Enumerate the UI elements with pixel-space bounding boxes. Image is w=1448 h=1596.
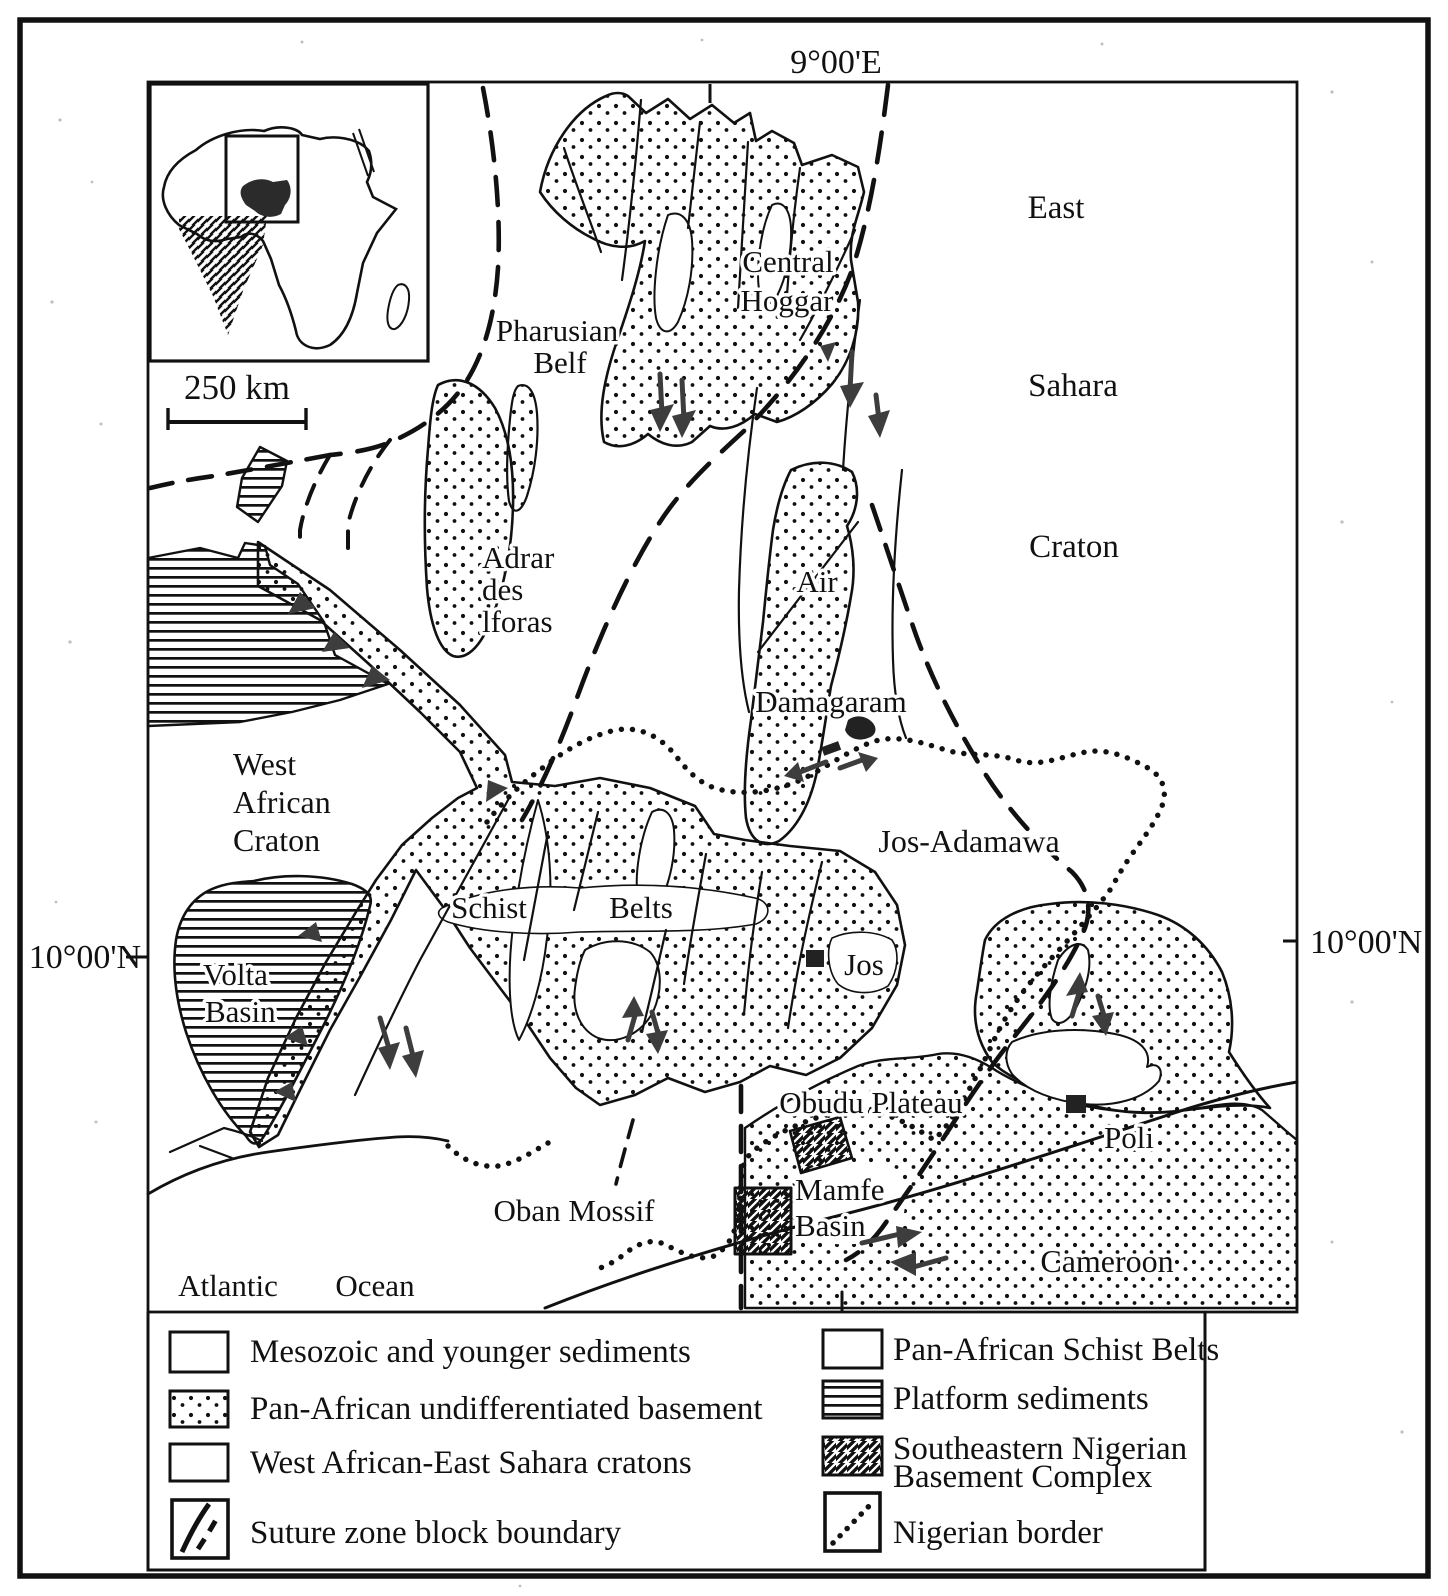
label-east: East bbox=[1027, 190, 1085, 226]
legend-label-platform: Platform sediments bbox=[893, 1381, 1149, 1417]
legend-label-border: Nigerian border bbox=[893, 1515, 1103, 1551]
label-sahara: Sahara bbox=[1028, 368, 1118, 404]
label-cameroon: Cameroon bbox=[1040, 1243, 1174, 1279]
label-parallel-right: 10°00'N bbox=[1310, 924, 1423, 961]
label-damagaram: Damagaram bbox=[755, 684, 907, 719]
label-iforas: lforas bbox=[482, 604, 553, 639]
label-west: West bbox=[233, 746, 297, 782]
label-volta: Volta bbox=[203, 957, 268, 992]
label-des: des bbox=[482, 572, 524, 607]
dotted-coast-segment bbox=[448, 1143, 548, 1166]
label-meridian-top: 9°00'E bbox=[790, 44, 882, 81]
label-atlantic: Atlantic bbox=[178, 1268, 278, 1303]
label-craton-right: Craton bbox=[1029, 529, 1119, 565]
legend bbox=[148, 1312, 1219, 1570]
legend-label-suture: Suture zone block boundary bbox=[250, 1515, 622, 1551]
label-hoggar: Hoggar bbox=[740, 283, 834, 318]
label-schist: Schist bbox=[451, 890, 527, 925]
legend-label-schist-belts: Pan-African Schist Belts bbox=[893, 1332, 1220, 1368]
platform-sediments-sliver bbox=[237, 447, 287, 522]
suture-arc-b bbox=[348, 440, 390, 548]
legend-label-basement: Pan-African undifferentiated basement bbox=[250, 1391, 763, 1427]
oban-mossif-block bbox=[735, 1188, 791, 1254]
legend-label-se-basement-2: Basement Complex bbox=[893, 1459, 1153, 1495]
label-oban-mossif: Oban Mossif bbox=[493, 1193, 655, 1228]
shear-pair-volta-margin bbox=[378, 1018, 424, 1078]
label-craton-west: Craton bbox=[233, 822, 321, 858]
suture-arc-a bbox=[300, 455, 330, 550]
scale-bar bbox=[168, 408, 306, 430]
atlantic-coastline bbox=[148, 1137, 448, 1194]
legend-label-cratons: West African-East Sahara cratons bbox=[250, 1445, 692, 1481]
label-belts: Belts bbox=[609, 890, 673, 925]
air-basement-region bbox=[745, 463, 857, 844]
legend-swatch-schist-belts bbox=[823, 1330, 882, 1368]
legend-swatch-basement bbox=[170, 1391, 228, 1427]
scale-bar-label: 250 km bbox=[184, 368, 290, 407]
label-ocean: Ocean bbox=[335, 1268, 415, 1303]
legend-swatch-border bbox=[825, 1493, 880, 1551]
label-poli: Poli bbox=[1104, 1120, 1154, 1155]
label-volta-basin: Basin bbox=[205, 994, 276, 1029]
label-obudu-plateau: Obudu Plateau bbox=[779, 1085, 963, 1120]
label-jos-adamawa: Jos-Adamawa bbox=[878, 823, 1060, 859]
legend-swatch-platform bbox=[823, 1381, 882, 1418]
label-jos: Jos bbox=[844, 947, 884, 982]
africa-inset-map bbox=[150, 84, 428, 361]
legend-swatch-mesozoic bbox=[170, 1332, 228, 1372]
label-mamfe: Mamfe bbox=[795, 1172, 885, 1207]
adrar-sliver-region bbox=[507, 385, 537, 511]
legend-label-mesozoic: Mesozoic and younger sediments bbox=[250, 1334, 691, 1370]
label-african: African bbox=[233, 784, 331, 820]
legend-swatch-cratons bbox=[170, 1444, 228, 1481]
label-adrar: Adrar bbox=[482, 540, 555, 575]
jos-city-marker-icon bbox=[806, 950, 824, 967]
label-pharusian: Pharusian bbox=[495, 313, 619, 348]
label-air: Air bbox=[796, 564, 838, 599]
label-central: Central bbox=[742, 244, 834, 279]
legend-swatch-se-basement bbox=[823, 1437, 882, 1475]
label-mamfe-basin: Basin bbox=[795, 1208, 866, 1243]
poli-city-marker-icon bbox=[1066, 1095, 1086, 1113]
suture-short-west-of-oban bbox=[616, 1120, 633, 1184]
label-parallel-left: 10°00'N bbox=[28, 939, 141, 976]
legend-swatch-suture bbox=[172, 1500, 228, 1558]
label-belf: Belf bbox=[533, 345, 587, 380]
legend-label-se-basement-1: Southeastern Nigerian bbox=[893, 1431, 1188, 1467]
